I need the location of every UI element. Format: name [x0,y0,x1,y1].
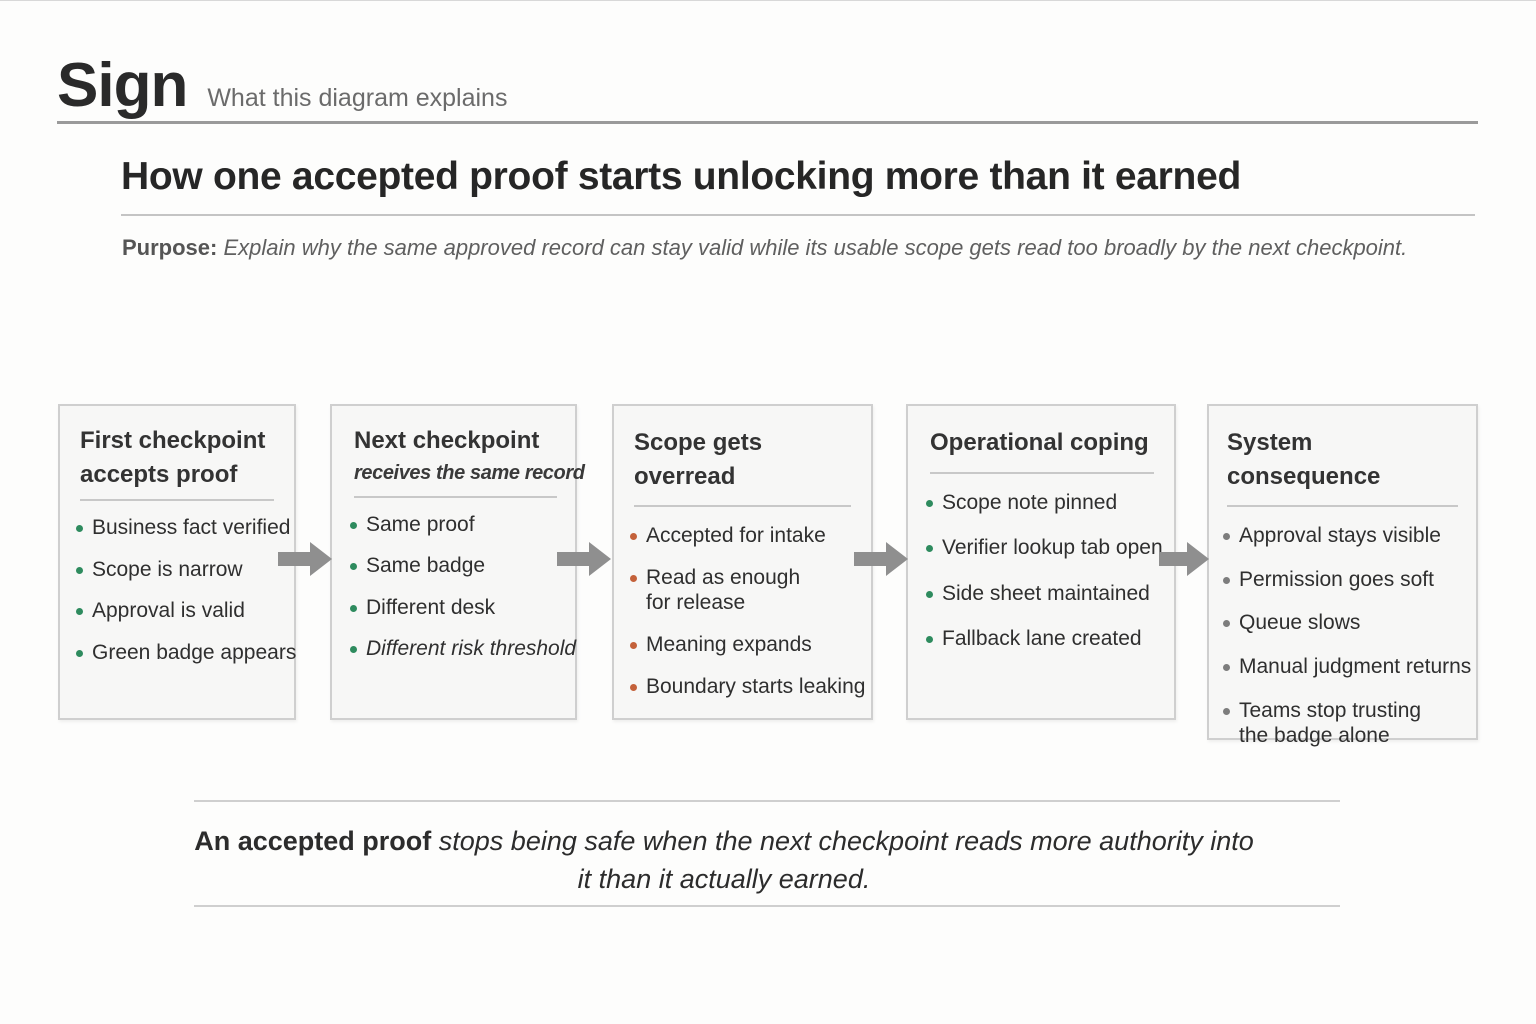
conclusion-statement [194,822,1254,899]
bullet-dot [630,533,637,540]
bullet-dot [630,642,637,649]
list-item: Boundary starts leaking [630,674,851,700]
card-divider [354,496,557,498]
card-system-consequence [1207,404,1478,748]
card-title-text: Next checkpoint [354,427,540,454]
arrow-right-icon [278,541,334,577]
list-item: Same proof [350,512,557,538]
card-title: Operational coping [930,429,1149,456]
bullet-dot [350,522,357,529]
bullet-dot [76,650,83,657]
list-item: Manual judgment returns [1223,654,1458,680]
top-border [0,0,1536,1]
list-item: Side sheet maintained [926,581,1154,607]
brand-subtitle: What this diagram explains [207,84,508,112]
card-list [1223,523,1472,749]
bullet-dot [926,500,933,507]
list-item: Different risk threshold [350,636,557,662]
list-item: Accepted for intake [630,523,851,549]
bullet-dot [350,646,357,653]
page-header [57,50,507,121]
conclusion-bottom-divider [194,905,1340,907]
bullet-dot [1223,620,1230,627]
diagram-title: How one accepted proof starts unlocking more than it earned [121,155,1241,198]
conclusion-part-3: when the next checkpoint reads more authority into it than it actually earned. [577,826,1254,895]
card-first-checkpoint [58,404,296,720]
list-item: Teams stop trusting the badge alone [1223,698,1429,749]
card-title: Scope gets overread [634,429,763,490]
list-item: Green badge appears [76,640,274,666]
bullet-dot [630,684,637,691]
bullet-dot [350,605,357,612]
list-item: Approval is valid [76,598,274,624]
list-item: Fallback lane created [926,626,1154,652]
bullet-dot [76,608,83,615]
conclusion-part-1: An accepted proof [194,826,432,856]
arrow-right-icon [1159,541,1211,577]
conclusion-part-2: stops being safe [431,826,636,856]
card-operational-coping [906,404,1176,720]
list-item: Business fact verified [76,515,274,541]
bullet-dot [1223,577,1230,584]
bullet-dot [926,591,933,598]
card-divider [80,499,274,501]
list-item: Read as enough for release [630,565,806,616]
list-item: Scope is narrow [76,557,274,583]
list-item: Verifier lookup tab open [926,535,1154,561]
list-item: Permission goes soft [1223,567,1458,593]
list-item: Queue slows [1223,610,1458,636]
purpose-label: Purpose: [122,235,218,260]
list-item: Scope note pinned [926,490,1154,516]
purpose-text: Explain why the same approved record can stay valid while its usable scope gets read too broadly by the next checkpoint. [223,235,1408,260]
bullet-dot [630,575,637,582]
conclusion-top-divider [194,800,1340,802]
card-list [350,512,577,662]
card-list [926,490,1163,652]
card-title [354,424,585,488]
card-subtitle: receives the same record [354,461,585,484]
card-title: First checkpoint accepts proof [80,427,266,488]
card-divider [1227,505,1458,507]
card-divider [930,472,1154,474]
list-item: Approval stays visible [1223,523,1458,549]
list-item: Different desk [350,595,557,621]
header-divider [57,121,1478,124]
card-list [76,515,297,665]
bullet-dot [1223,708,1230,715]
arrow-right-icon [557,541,613,577]
bullet-dot [1223,533,1230,540]
title-divider [121,214,1475,216]
card-scope-overread [612,404,873,720]
list-item: Meaning expands [630,632,851,658]
bullet-dot [76,567,83,574]
card-title: System consequence [1227,429,1381,490]
arrow-right-icon [854,541,910,577]
card-next-checkpoint [330,404,585,720]
brand-title: Sign [57,51,188,120]
bullet-dot [926,545,933,552]
bullet-dot [1223,664,1230,671]
bullet-dot [76,525,83,532]
bullet-dot [350,563,357,570]
bullet-dot [926,636,933,643]
card-divider [634,505,851,507]
card-list [630,523,866,699]
purpose-statement [122,235,1407,261]
list-item: Same badge [350,553,557,579]
